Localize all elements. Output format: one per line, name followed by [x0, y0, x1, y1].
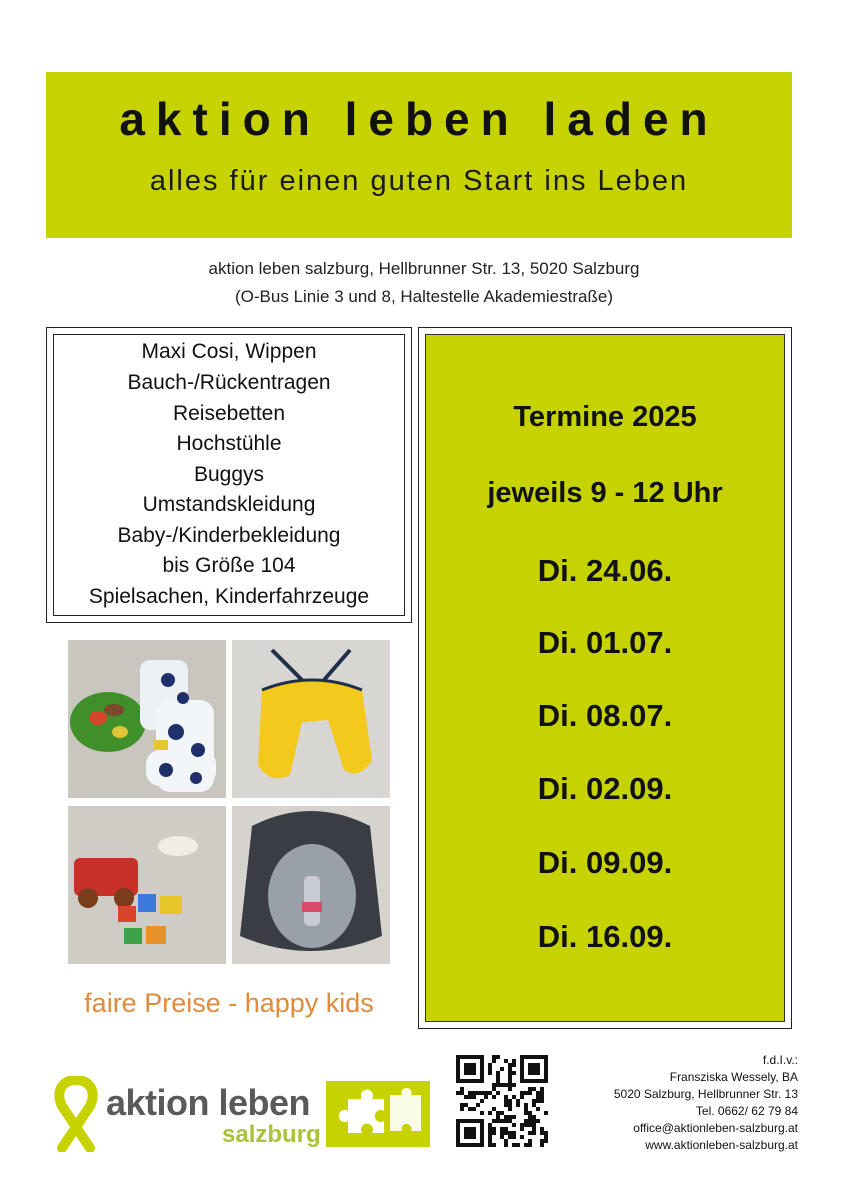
contact-person: Fransziska Wessely, BA — [669, 1070, 798, 1084]
logo-name: aktion leben — [106, 1082, 311, 1123]
puzzle-icon — [326, 1081, 430, 1147]
date-item: Di. 08.07. — [537, 698, 673, 733]
photo-rain-pants — [232, 640, 390, 798]
toys-image — [68, 806, 226, 964]
contact-fdiv: f.d.I.v.: — [762, 1053, 798, 1067]
contact-web[interactable]: www.aktionleben-salzburg.at — [645, 1138, 798, 1152]
shoes-boots-image — [68, 640, 226, 798]
schedule-hours: jeweils 9 - 12 Uhr — [487, 477, 723, 509]
address-line-2: (O-Bus Linie 3 und 8, Haltestelle Akademiestraße) — [235, 287, 613, 306]
date-item: Di. 24.06. — [537, 553, 673, 588]
list-item: Hochstühle — [176, 432, 282, 456]
slogan: faire Preise - happy kids — [84, 988, 374, 1018]
car-seat-image — [232, 806, 390, 964]
date-item: Di. 16.09. — [537, 919, 673, 954]
schedule-box — [418, 327, 792, 1029]
contact-email[interactable]: office@aktionleben-salzburg.at — [633, 1121, 798, 1135]
contact-address: 5020 Salzburg, Hellbrunner Str. 13 — [613, 1087, 798, 1101]
list-item: Umstandskleidung — [142, 493, 316, 517]
page-title: aktion leben laden — [119, 93, 719, 145]
page-subtitle: alles für einen guten Start ins Leben — [149, 165, 689, 197]
date-item: Di. 02.09. — [537, 771, 673, 806]
photo-toys — [68, 806, 226, 964]
ribbon-icon — [52, 1076, 100, 1152]
list-item: Reisebetten — [172, 401, 286, 425]
list-item: Baby-/Kinderbekleidung — [117, 523, 341, 547]
contact-phone: Tel. 0662/ 62 79 84 — [695, 1104, 798, 1118]
items-box — [46, 327, 412, 623]
list-item: Spielsachen, Kinderfahrzeuge — [88, 585, 370, 609]
photo-shoes-boots — [68, 640, 226, 798]
photo-car-seat — [232, 806, 390, 964]
list-item: Maxi Cosi, Wippen — [141, 340, 317, 364]
qr-code-icon[interactable] — [456, 1055, 548, 1147]
header-banner — [46, 72, 792, 238]
date-item: Di. 01.07. — [537, 625, 673, 660]
date-item: Di. 09.09. — [537, 845, 673, 880]
list-item: Buggys — [193, 462, 265, 486]
list-item: Bauch-/Rückentragen — [127, 370, 331, 394]
rain-pants-image — [232, 640, 390, 798]
schedule-heading: Termine 2025 — [513, 401, 697, 433]
schedule-panel — [425, 334, 785, 1022]
address-line-1: aktion leben salzburg, Hellbrunner Str. 13, 5020 Salzburg — [208, 259, 640, 278]
list-item: bis Größe 104 — [162, 554, 296, 578]
logo-city: salzburg — [222, 1121, 321, 1148]
items-list — [53, 334, 405, 616]
